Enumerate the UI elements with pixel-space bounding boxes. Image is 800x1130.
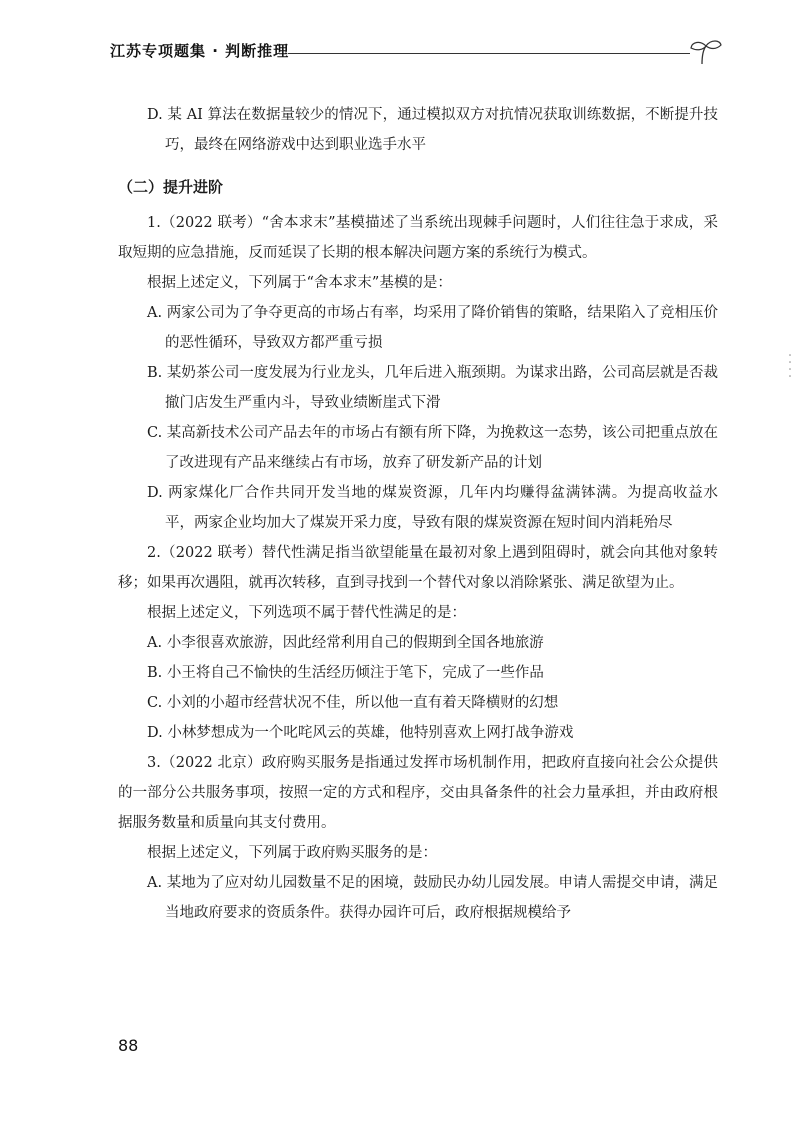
question-3-prompt: 根据上述定义，下列属于政府购买服务的是： <box>147 845 437 861</box>
page-number: 88 <box>118 1036 139 1055</box>
intro-option-d <box>147 100 718 160</box>
section-heading: （二）提升进阶 <box>118 178 224 196</box>
option-text: 某 AI 算法在数据量较少的情况下，通过模拟双方对抗情况获取训练数据，不断提升技巧，最终在网络游戏中达到职业选手水平 <box>165 107 719 153</box>
question-2-option-d: D. 小林梦想成为一个叱咤风云的英雄，他特别喜欢上网打战争游戏 <box>147 725 574 741</box>
question-1-option-c: C. 某高新技术公司产品去年的市场占有额有所下降，为挽救这一态势，该公司把重点放在了改进现有产品来继续占有市场，放弃了研发新产品的计划 <box>147 425 718 471</box>
question-2-prompt: 根据上述定义，下列选项不属于替代性满足的是： <box>147 605 466 621</box>
header-title: 江苏专项题集 · 判断推理 <box>110 42 290 60</box>
running-header <box>110 38 720 66</box>
option-label: D. <box>147 107 163 123</box>
header-rule <box>288 53 690 54</box>
question-2-option-b: B. 小王将自己不愉快的生活经历倾注于笔下，完成了一些作品 <box>147 665 544 681</box>
question-1-prompt: 根据上述定义，下列属于“舍本求末”基模的是： <box>147 275 452 291</box>
question-1-option-a: A. 两家公司为了争夺更高的市场占有率，均采用了降价销售的策略，结果陷入了竞相压价的恶性循环，导致双方都严重亏损 <box>147 305 718 351</box>
margin-mark <box>788 352 792 382</box>
question-1-stem: 1.（2022 联考）“舍本求末”基模描述了当系统出现棘手问题时，人们往往急于求成，采取短期的应急措施，反而延误了长期的根本解决问题方案的系统行为模式。 <box>118 215 718 261</box>
question-2-stem: 2.（2022 联考）替代性满足指当欲望能量在最初对象上遇到阻碍时，就会向其他对象转移；如果再次遇阻，就再次转移，直到寻找到一个替代对象以消除紧张、满足欲望为止。 <box>118 545 718 591</box>
question-2-option-a: A. 小李很喜欢旅游，因此经常利用自己的假期到全国各地旅游 <box>147 635 544 651</box>
question-3-stem: 3.（2022 北京）政府购买服务是指通过发挥市场机制作用，把政府直接向社会公众提供的一部分公共服务事项，按照一定的方式和程序，交由具备条件的社会力量承担，并由政府根据服务数量和质量向其支付费用。 <box>118 755 718 831</box>
question-2-option-c: C. 小刘的小超市经营状况不佳，所以他一直有着天降横财的幻想 <box>147 695 559 711</box>
question-3-option-a: A. 某地为了应对幼儿园数量不足的困境，鼓励民办幼儿园发展。申请人需提交申请，满足当地政府要求的资质条件。获得办园许可后，政府根据规模给予 <box>147 875 718 921</box>
question-1-option-b: B. 某奶茶公司一度发展为行业龙头，几年后进入瓶颈期。为谋求出路，公司高层就是否裁撤门店发生严重内斗，导致业绩断崖式下滑 <box>147 365 718 411</box>
page-content <box>118 100 718 928</box>
question-1-option-d: D. 两家煤化厂合作共同开发当地的煤炭资源，几年内均赚得盆满钵满。为提高收益水平，两家企业均加大了煤炭开采力度，导致有限的煤炭资源在短时间内消耗殆尽 <box>147 485 718 531</box>
sprout-icon <box>688 38 724 66</box>
